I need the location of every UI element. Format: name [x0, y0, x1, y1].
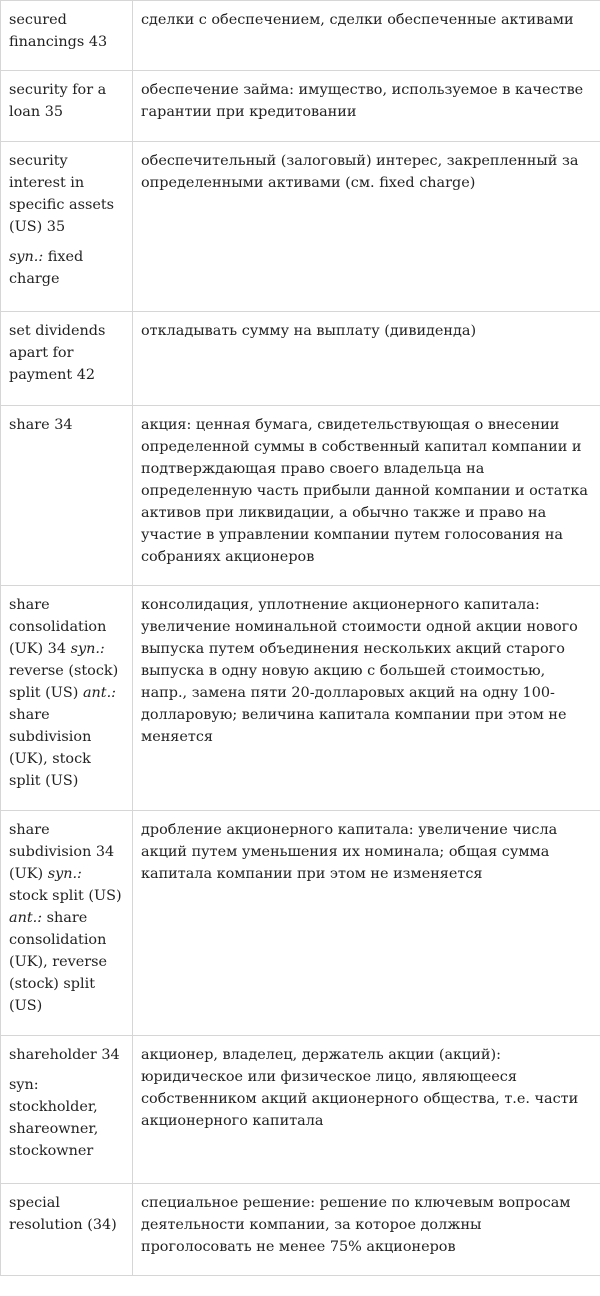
- definition-cell: [133, 1036, 600, 1184]
- term-text: share subdivision 34 (UK): [9, 822, 115, 882]
- antonym-text: share consolidation (UK), reverse (stock) split (US): [9, 910, 108, 1014]
- definition-text: акционер, владелец, держатель акции (акций): юридическое или физическое лицо, являющееся собственником акций акционерного общества, т.е. части акционерного капитала: [141, 1047, 579, 1129]
- definition-text: консолидация, уплотнение акционерного капитала: увеличение номинальной стоимости одной акции нового выпуска путем объединения нескольких акций старого выпуска в одну новую акцию с большей стоимостью, напр., замена пяти 20-долларовых акций на одну 100-долларовую; величина капитала компании при этом не меняется: [141, 597, 578, 745]
- term-cell: [1, 142, 133, 312]
- synonym-label: syn.:: [47, 866, 82, 882]
- term-text: special resolution (34): [9, 1195, 117, 1233]
- definition-cell: [133, 312, 600, 406]
- table-row: [1, 1184, 600, 1276]
- table-row: [1, 142, 600, 312]
- table-row: [1, 312, 600, 406]
- term-cell: [1, 71, 133, 142]
- antonym-label: ant.:: [82, 685, 117, 701]
- term-text: share 34: [9, 417, 73, 433]
- table-row: [1, 71, 600, 142]
- definition-text: специальное решение: решение по ключевым вопросам деятельности компании, за которое должны проголосовать не менее 75% акционеров: [141, 1195, 571, 1255]
- synonym-label: syn.:: [9, 249, 44, 265]
- definition-cell: [133, 142, 600, 312]
- definition-text: обеспечительный (залоговый) интерес, закрепленный за определенными активами (см. fixed charge): [141, 153, 579, 191]
- definition-cell: [133, 811, 600, 1036]
- definition-text: акция: ценная бумага, свидетельствующая о внесении определенной суммы в собственный капитал компании и подтверждающая право своего владельца на определенную часть прибыли данной компании и остатка активов при ликвидации, а обычно также и право на участие в управлении компании путем голосования на собраниях акционеров: [141, 417, 588, 565]
- definition-cell: [133, 406, 600, 586]
- term-cell: [1, 811, 133, 1036]
- synonym-line: [9, 246, 124, 290]
- definition-cell: [133, 71, 600, 142]
- definition-text: откладывать сумму на выплату (дивиденда): [141, 323, 477, 339]
- term-text: share consolidation (UK) 34: [9, 597, 107, 657]
- synonym-text: fixed charge: [9, 249, 84, 287]
- term-cell: [1, 586, 133, 811]
- synonym-text: reverse (stock) split (US): [9, 663, 119, 701]
- definition-cell: [133, 586, 600, 811]
- table-row: [1, 1036, 600, 1184]
- synonym-text: stock split (US): [9, 888, 122, 904]
- term-cell: [1, 1184, 133, 1276]
- term-text: secured financings 43: [9, 12, 108, 50]
- antonym-label: ant.:: [9, 910, 43, 926]
- definition-cell: [133, 1, 600, 71]
- definition-text: обеспечение займа: имущество, используемое в качестве гарантии при кредитовании: [141, 82, 584, 120]
- term-cell: [1, 312, 133, 406]
- term-cell: [1, 1036, 133, 1184]
- synonym-line: syn: stockholder, shareowner, stockowner: [9, 1077, 99, 1159]
- term-text: security interest in specific assets (US) 35: [9, 153, 115, 235]
- definition-text: дробление акционерного капитала: увеличение числа акций путем уменьшения их номинала; общая сумма капитала компании при этом не изменяется: [141, 822, 558, 882]
- definition-cell: [133, 1184, 600, 1276]
- table-row: [1, 406, 600, 586]
- term-text: set dividends apart for payment 42: [9, 323, 106, 383]
- table-row: [1, 811, 600, 1036]
- synonym-label: syn.:: [70, 641, 105, 657]
- definition-text: сделки с обеспечением, сделки обеспеченные активами: [141, 12, 574, 28]
- term-text: security for a loan 35: [9, 82, 107, 120]
- term-cell: [1, 406, 133, 586]
- table-row: [1, 1, 600, 71]
- term-text: shareholder 34: [9, 1047, 120, 1063]
- table-row: [1, 586, 600, 811]
- antonym-text: share subdivision (UK), stock split (US): [9, 707, 92, 789]
- term-cell: [1, 1, 133, 71]
